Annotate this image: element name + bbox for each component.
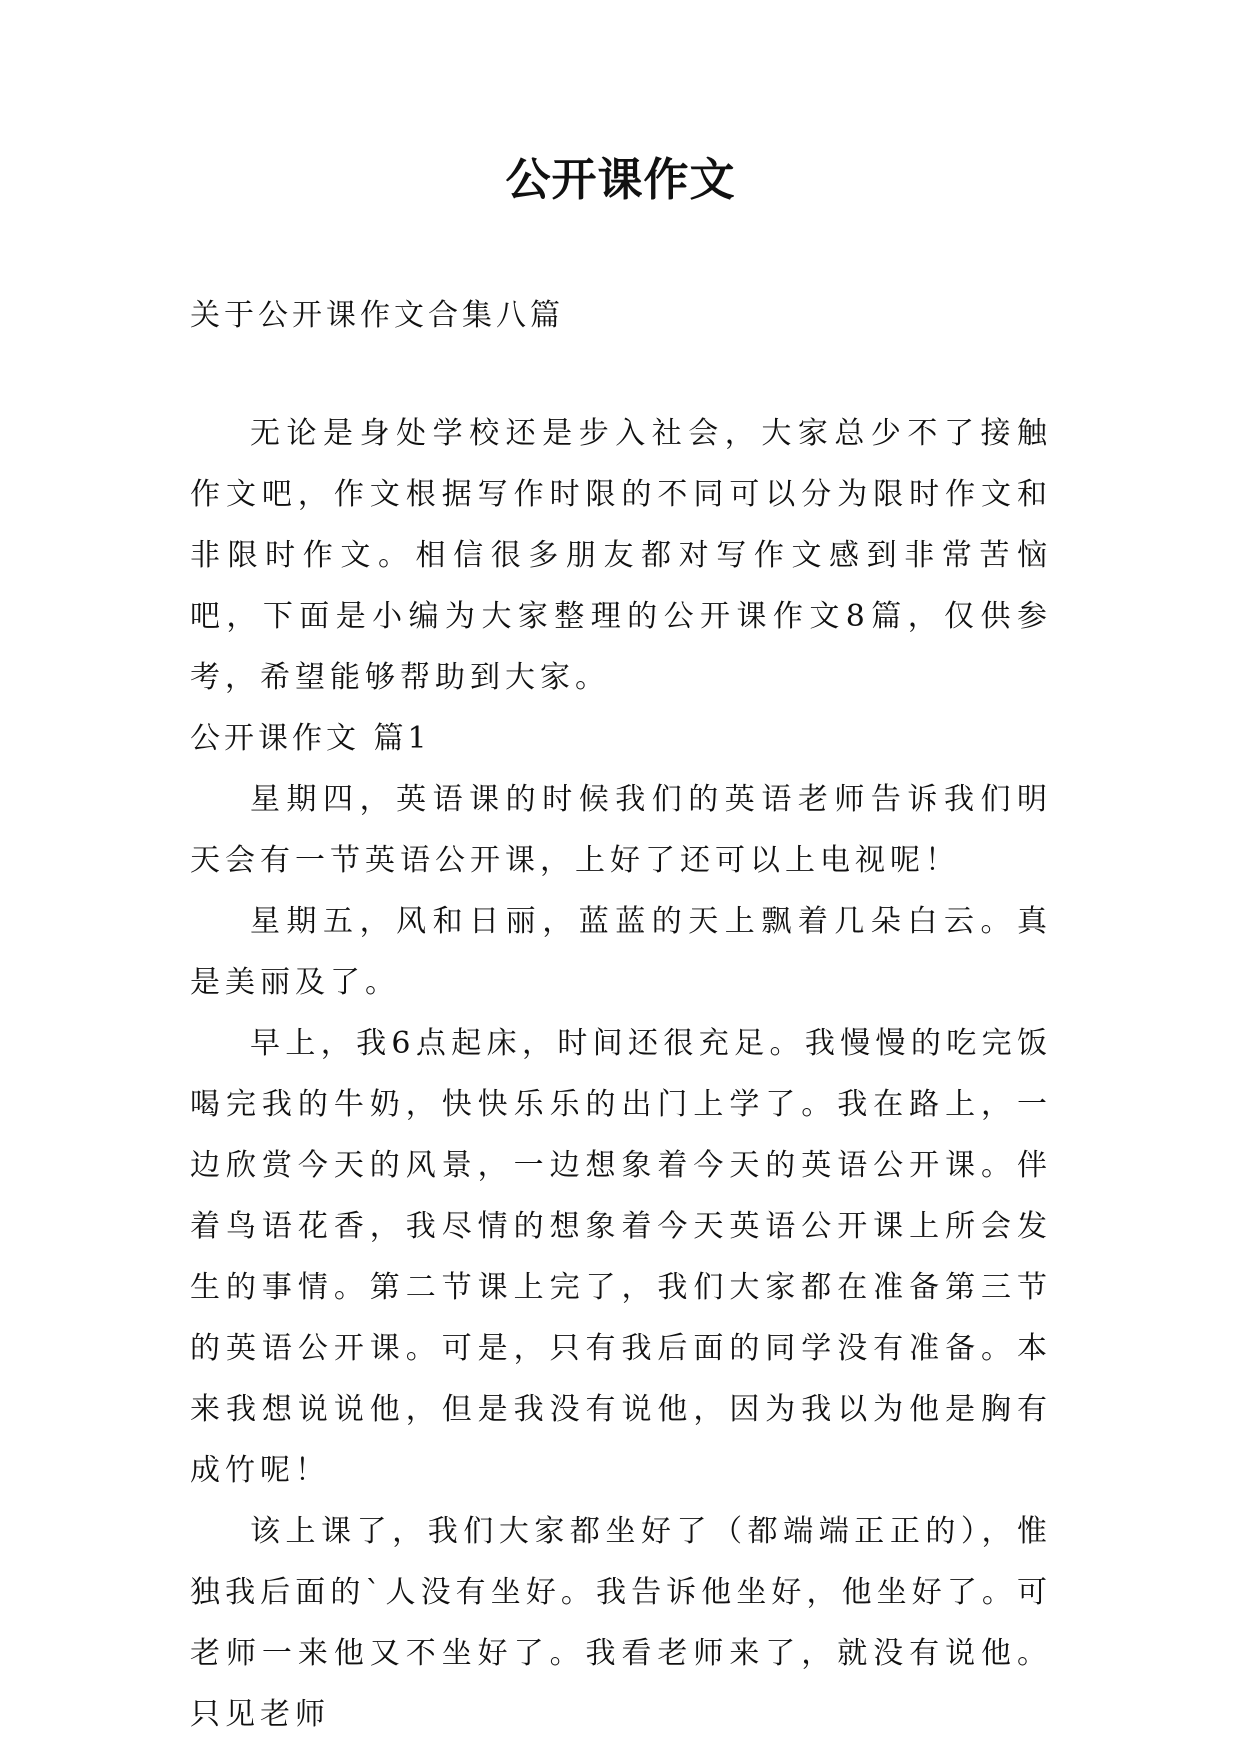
body-paragraph: 早上，我6点起床，时间还很充足。我慢慢的吃完饭喝完我的牛奶，快快乐乐的出门上学了。我在路上，一边欣赏今天的风景，一边想象着今天的英语公开课。伴着鸟语花香，我尽情的想象着今天英语公开课上所会发生的事情。第二节课上完了，我们大家都在准备第三节的英语公开课。可是，只有我后面的同学没有准备。本来我想说说他，但是我没有说他，因为我以为他是胸有成竹呢！ — [190, 1026, 1052, 1488]
body-paragraph: 星期五，风和日丽，蓝蓝的天上飘着几朵白云。真是美丽及了。 — [190, 904, 1052, 1000]
body-paragraph: 星期四，英语课的时候我们的英语老师告诉我们明天会有一节英语公开课，上好了还可以上电视呢！ — [190, 782, 1052, 878]
document-subtitle: 关于公开课作文合集八篇 — [190, 298, 564, 333]
document-body — [190, 403, 1052, 1745]
section-heading: 公开课作文 篇1 — [190, 721, 431, 756]
intro-paragraph: 无论是身处学校还是步入社会，大家总少不了接触作文吧，作文根据写作时限的不同可以分为限时作文和非限时作文。相信很多朋友都对写作文感到非常苦恼吧，下面是小编为大家整理的公开课作文8篇，仅供参考，希望能够帮助到大家。 — [190, 416, 1052, 695]
document-title: 公开课作文 — [505, 153, 736, 206]
body-paragraph: 该上课了，我们大家都坐好了（都端端正正的），惟独我后面的`人没有坐好。我告诉他坐好，他坐好了。可老师一来他又不坐好了。我看老师来了，就没有说他。只见老师 — [190, 1514, 1052, 1732]
